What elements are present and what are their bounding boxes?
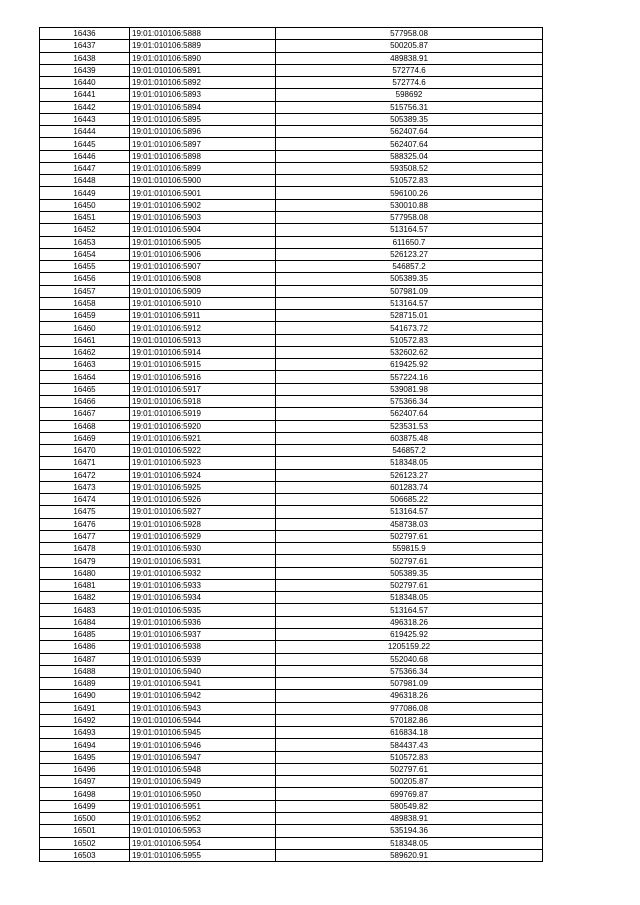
row-number-cell: 16447 <box>40 162 130 174</box>
table-row <box>40 506 543 518</box>
row-number-cell: 16461 <box>40 334 130 346</box>
row-number-cell: 16459 <box>40 310 130 322</box>
cadastral-number-cell: 19:01:010106:5944 <box>130 714 276 726</box>
table-row <box>40 64 543 76</box>
table-row <box>40 322 543 334</box>
row-number-cell: 16456 <box>40 273 130 285</box>
table-row <box>40 567 543 579</box>
value-cell: 510572.83 <box>276 751 543 763</box>
value-cell: 502797.61 <box>276 530 543 542</box>
cadastral-number-cell: 19:01:010106:5925 <box>130 481 276 493</box>
row-number-cell: 16494 <box>40 739 130 751</box>
row-number-cell: 16445 <box>40 138 130 150</box>
row-number-cell: 16473 <box>40 481 130 493</box>
value-cell: 513164.57 <box>276 224 543 236</box>
table-row <box>40 408 543 420</box>
table-row <box>40 665 543 677</box>
cadastral-number-cell: 19:01:010106:5906 <box>130 248 276 260</box>
table-row <box>40 629 543 641</box>
cadastral-number-cell: 19:01:010106:5933 <box>130 579 276 591</box>
value-cell: 589620.91 <box>276 849 543 861</box>
value-cell: 526123.27 <box>276 469 543 481</box>
value-cell: 577958.08 <box>276 211 543 223</box>
row-number-cell: 16464 <box>40 371 130 383</box>
table-row <box>40 126 543 138</box>
table-row <box>40 420 543 432</box>
value-cell: 619425.92 <box>276 629 543 641</box>
cadastral-number-cell: 19:01:010106:5889 <box>130 40 276 52</box>
value-cell: 557224.16 <box>276 371 543 383</box>
table-row <box>40 199 543 211</box>
table-row <box>40 40 543 52</box>
value-cell: 699769.87 <box>276 788 543 800</box>
value-cell: 507981.09 <box>276 678 543 690</box>
cadastral-number-cell: 19:01:010106:5900 <box>130 175 276 187</box>
table-row <box>40 346 543 358</box>
row-number-cell: 16487 <box>40 653 130 665</box>
value-cell: 502797.61 <box>276 579 543 591</box>
value-cell: 570182.86 <box>276 714 543 726</box>
cadastral-number-cell: 19:01:010106:5932 <box>130 567 276 579</box>
cadastral-number-cell: 19:01:010106:5938 <box>130 641 276 653</box>
cadastral-number-cell: 19:01:010106:5915 <box>130 359 276 371</box>
value-cell: 496318.26 <box>276 616 543 628</box>
row-number-cell: 16453 <box>40 236 130 248</box>
value-cell: 510572.83 <box>276 175 543 187</box>
cadastral-number-cell: 19:01:010106:5905 <box>130 236 276 248</box>
value-cell: 977086.08 <box>276 702 543 714</box>
value-cell: 515756.31 <box>276 101 543 113</box>
cadastral-number-cell: 19:01:010106:5894 <box>130 101 276 113</box>
table-row <box>40 800 543 812</box>
value-cell: 505389.35 <box>276 567 543 579</box>
table-row <box>40 690 543 702</box>
cadastral-number-cell: 19:01:010106:5952 <box>130 813 276 825</box>
value-cell: 528715.01 <box>276 310 543 322</box>
table-row <box>40 518 543 530</box>
cadastral-number-cell: 19:01:010106:5923 <box>130 457 276 469</box>
row-number-cell: 16458 <box>40 297 130 309</box>
row-number-cell: 16496 <box>40 763 130 775</box>
row-number-cell: 16489 <box>40 678 130 690</box>
value-cell: 458738.03 <box>276 518 543 530</box>
row-number-cell: 16492 <box>40 714 130 726</box>
row-number-cell: 16488 <box>40 665 130 677</box>
table-row <box>40 236 543 248</box>
cadastral-number-cell: 19:01:010106:5921 <box>130 432 276 444</box>
value-cell: 506685.22 <box>276 494 543 506</box>
value-cell: 562407.64 <box>276 138 543 150</box>
cadastral-number-cell: 19:01:010106:5918 <box>130 395 276 407</box>
data-table <box>39 27 543 862</box>
value-cell: 502797.61 <box>276 555 543 567</box>
table-row <box>40 579 543 591</box>
value-cell: 577958.08 <box>276 28 543 40</box>
value-cell: 502797.61 <box>276 763 543 775</box>
row-number-cell: 16502 <box>40 837 130 849</box>
value-cell: 559815.9 <box>276 543 543 555</box>
cadastral-number-cell: 19:01:010106:5904 <box>130 224 276 236</box>
table-row <box>40 77 543 89</box>
row-number-cell: 16503 <box>40 849 130 861</box>
table-row <box>40 530 543 542</box>
table-row <box>40 89 543 101</box>
cadastral-number-cell: 19:01:010106:5926 <box>130 494 276 506</box>
cadastral-number-cell: 19:01:010106:5907 <box>130 261 276 273</box>
value-cell: 513164.57 <box>276 604 543 616</box>
table-row <box>40 261 543 273</box>
cadastral-number-cell: 19:01:010106:5941 <box>130 678 276 690</box>
cadastral-number-cell: 19:01:010106:5917 <box>130 383 276 395</box>
value-cell: 1205159.22 <box>276 641 543 653</box>
table-row <box>40 543 543 555</box>
table-row <box>40 592 543 604</box>
value-cell: 572774.6 <box>276 64 543 76</box>
row-number-cell: 16470 <box>40 445 130 457</box>
table-row <box>40 248 543 260</box>
value-cell: 518348.05 <box>276 837 543 849</box>
value-cell: 588325.04 <box>276 150 543 162</box>
row-number-cell: 16483 <box>40 604 130 616</box>
value-cell: 562407.64 <box>276 126 543 138</box>
cadastral-number-cell: 19:01:010106:5951 <box>130 800 276 812</box>
row-number-cell: 16485 <box>40 629 130 641</box>
table-row <box>40 469 543 481</box>
cadastral-number-cell: 19:01:010106:5899 <box>130 162 276 174</box>
value-cell: 532602.62 <box>276 346 543 358</box>
table-row <box>40 113 543 125</box>
cadastral-number-cell: 19:01:010106:5913 <box>130 334 276 346</box>
value-cell: 505389.35 <box>276 113 543 125</box>
table-row <box>40 751 543 763</box>
table-row <box>40 641 543 653</box>
cadastral-number-cell: 19:01:010106:5953 <box>130 825 276 837</box>
cadastral-number-cell: 19:01:010106:5954 <box>130 837 276 849</box>
value-cell: 598692 <box>276 89 543 101</box>
row-number-cell: 16474 <box>40 494 130 506</box>
row-number-cell: 16442 <box>40 101 130 113</box>
row-number-cell: 16482 <box>40 592 130 604</box>
row-number-cell: 16491 <box>40 702 130 714</box>
value-cell: 541673.72 <box>276 322 543 334</box>
cadastral-number-cell: 19:01:010106:5942 <box>130 690 276 702</box>
value-cell: 575366.34 <box>276 665 543 677</box>
cadastral-number-cell: 19:01:010106:5929 <box>130 530 276 542</box>
cadastral-number-cell: 19:01:010106:5936 <box>130 616 276 628</box>
row-number-cell: 16443 <box>40 113 130 125</box>
table-row <box>40 273 543 285</box>
row-number-cell: 16471 <box>40 457 130 469</box>
cadastral-number-cell: 19:01:010106:5910 <box>130 297 276 309</box>
row-number-cell: 16477 <box>40 530 130 542</box>
row-number-cell: 16440 <box>40 77 130 89</box>
row-number-cell: 16480 <box>40 567 130 579</box>
cadastral-number-cell: 19:01:010106:5934 <box>130 592 276 604</box>
table-row <box>40 481 543 493</box>
row-number-cell: 16460 <box>40 322 130 334</box>
value-cell: 611650.7 <box>276 236 543 248</box>
table-row <box>40 702 543 714</box>
row-number-cell: 16466 <box>40 395 130 407</box>
row-number-cell: 16499 <box>40 800 130 812</box>
table-row <box>40 494 543 506</box>
row-number-cell: 16484 <box>40 616 130 628</box>
value-cell: 510572.83 <box>276 334 543 346</box>
value-cell: 518348.05 <box>276 592 543 604</box>
cadastral-number-cell: 19:01:010106:5943 <box>130 702 276 714</box>
table-row <box>40 555 543 567</box>
table-row <box>40 714 543 726</box>
table-row <box>40 445 543 457</box>
table-row <box>40 763 543 775</box>
row-number-cell: 16457 <box>40 285 130 297</box>
row-number-cell: 16444 <box>40 126 130 138</box>
row-number-cell: 16465 <box>40 383 130 395</box>
value-cell: 546857.2 <box>276 445 543 457</box>
value-cell: 496318.26 <box>276 690 543 702</box>
table-row <box>40 383 543 395</box>
table-row <box>40 825 543 837</box>
cadastral-number-cell: 19:01:010106:5931 <box>130 555 276 567</box>
cadastral-number-cell: 19:01:010106:5902 <box>130 199 276 211</box>
row-number-cell: 16439 <box>40 64 130 76</box>
cadastral-number-cell: 19:01:010106:5949 <box>130 776 276 788</box>
cadastral-number-cell: 19:01:010106:5893 <box>130 89 276 101</box>
value-cell: 575366.34 <box>276 395 543 407</box>
row-number-cell: 16475 <box>40 506 130 518</box>
row-number-cell: 16436 <box>40 28 130 40</box>
cadastral-number-cell: 19:01:010106:5909 <box>130 285 276 297</box>
value-cell: 546857.2 <box>276 261 543 273</box>
cadastral-number-cell: 19:01:010106:5903 <box>130 211 276 223</box>
row-number-cell: 16486 <box>40 641 130 653</box>
value-cell: 518348.05 <box>276 457 543 469</box>
value-cell: 552040.68 <box>276 653 543 665</box>
value-cell: 539081.98 <box>276 383 543 395</box>
value-cell: 603875.48 <box>276 432 543 444</box>
table-row <box>40 849 543 861</box>
row-number-cell: 16476 <box>40 518 130 530</box>
row-number-cell: 16498 <box>40 788 130 800</box>
cadastral-number-cell: 19:01:010106:5920 <box>130 420 276 432</box>
row-number-cell: 16467 <box>40 408 130 420</box>
row-number-cell: 16446 <box>40 150 130 162</box>
table-row <box>40 224 543 236</box>
table-row <box>40 395 543 407</box>
row-number-cell: 16449 <box>40 187 130 199</box>
table-row <box>40 138 543 150</box>
table-row <box>40 813 543 825</box>
table-row <box>40 297 543 309</box>
table-row <box>40 616 543 628</box>
row-number-cell: 16501 <box>40 825 130 837</box>
cadastral-number-cell: 19:01:010106:5930 <box>130 543 276 555</box>
cadastral-number-cell: 19:01:010106:5940 <box>130 665 276 677</box>
cadastral-number-cell: 19:01:010106:5916 <box>130 371 276 383</box>
cadastral-number-cell: 19:01:010106:5898 <box>130 150 276 162</box>
row-number-cell: 16463 <box>40 359 130 371</box>
cadastral-number-cell: 19:01:010106:5891 <box>130 64 276 76</box>
value-cell: 580549.82 <box>276 800 543 812</box>
table-row <box>40 334 543 346</box>
row-number-cell: 16462 <box>40 346 130 358</box>
table-row <box>40 211 543 223</box>
table-row <box>40 727 543 739</box>
row-number-cell: 16437 <box>40 40 130 52</box>
cadastral-number-cell: 19:01:010106:5896 <box>130 126 276 138</box>
value-cell: 500205.87 <box>276 40 543 52</box>
table-row <box>40 432 543 444</box>
row-number-cell: 16495 <box>40 751 130 763</box>
value-cell: 505389.35 <box>276 273 543 285</box>
cadastral-number-cell: 19:01:010106:5946 <box>130 739 276 751</box>
table-row <box>40 150 543 162</box>
table-row <box>40 28 543 40</box>
cadastral-number-cell: 19:01:010106:5935 <box>130 604 276 616</box>
value-cell: 507981.09 <box>276 285 543 297</box>
value-cell: 530010.88 <box>276 199 543 211</box>
row-number-cell: 16452 <box>40 224 130 236</box>
cadastral-number-cell: 19:01:010106:5895 <box>130 113 276 125</box>
value-cell: 596100.26 <box>276 187 543 199</box>
row-number-cell: 16451 <box>40 211 130 223</box>
value-cell: 616834.18 <box>276 727 543 739</box>
row-number-cell: 16497 <box>40 776 130 788</box>
row-number-cell: 16438 <box>40 52 130 64</box>
value-cell: 513164.57 <box>276 297 543 309</box>
cadastral-number-cell: 19:01:010106:5939 <box>130 653 276 665</box>
cadastral-number-cell: 19:01:010106:5912 <box>130 322 276 334</box>
cadastral-number-cell: 19:01:010106:5945 <box>130 727 276 739</box>
table-body <box>40 28 543 862</box>
value-cell: 601283.74 <box>276 481 543 493</box>
row-number-cell: 16468 <box>40 420 130 432</box>
cadastral-number-cell: 19:01:010106:5901 <box>130 187 276 199</box>
table-row <box>40 457 543 469</box>
cadastral-number-cell: 19:01:010106:5897 <box>130 138 276 150</box>
cadastral-number-cell: 19:01:010106:5908 <box>130 273 276 285</box>
row-number-cell: 16448 <box>40 175 130 187</box>
cadastral-number-cell: 19:01:010106:5919 <box>130 408 276 420</box>
cadastral-number-cell: 19:01:010106:5911 <box>130 310 276 322</box>
table-row <box>40 788 543 800</box>
table-row <box>40 776 543 788</box>
value-cell: 584437.43 <box>276 739 543 751</box>
value-cell: 500205.87 <box>276 776 543 788</box>
row-number-cell: 16490 <box>40 690 130 702</box>
table-row <box>40 837 543 849</box>
value-cell: 526123.27 <box>276 248 543 260</box>
table-row <box>40 739 543 751</box>
row-number-cell: 16454 <box>40 248 130 260</box>
table-row <box>40 310 543 322</box>
value-cell: 619425.92 <box>276 359 543 371</box>
row-number-cell: 16479 <box>40 555 130 567</box>
cadastral-number-cell: 19:01:010106:5950 <box>130 788 276 800</box>
table-row <box>40 52 543 64</box>
row-number-cell: 16500 <box>40 813 130 825</box>
row-number-cell: 16441 <box>40 89 130 101</box>
cadastral-number-cell: 19:01:010106:5914 <box>130 346 276 358</box>
table-row <box>40 604 543 616</box>
row-number-cell: 16472 <box>40 469 130 481</box>
value-cell: 489838.91 <box>276 813 543 825</box>
cadastral-number-cell: 19:01:010106:5924 <box>130 469 276 481</box>
cadastral-number-cell: 19:01:010106:5947 <box>130 751 276 763</box>
value-cell: 513164.57 <box>276 506 543 518</box>
row-number-cell: 16478 <box>40 543 130 555</box>
cadastral-number-cell: 19:01:010106:5937 <box>130 629 276 641</box>
value-cell: 562407.64 <box>276 408 543 420</box>
table-row <box>40 678 543 690</box>
table-row <box>40 359 543 371</box>
row-number-cell: 16469 <box>40 432 130 444</box>
table-row <box>40 175 543 187</box>
table-row <box>40 187 543 199</box>
value-cell: 489838.91 <box>276 52 543 64</box>
row-number-cell: 16493 <box>40 727 130 739</box>
cadastral-number-cell: 19:01:010106:5955 <box>130 849 276 861</box>
cadastral-number-cell: 19:01:010106:5888 <box>130 28 276 40</box>
row-number-cell: 16455 <box>40 261 130 273</box>
cadastral-number-cell: 19:01:010106:5948 <box>130 763 276 775</box>
row-number-cell: 16450 <box>40 199 130 211</box>
value-cell: 593508.52 <box>276 162 543 174</box>
cadastral-number-cell: 19:01:010106:5922 <box>130 445 276 457</box>
value-cell: 572774.6 <box>276 77 543 89</box>
table-row <box>40 371 543 383</box>
cadastral-number-cell: 19:01:010106:5890 <box>130 52 276 64</box>
table-row <box>40 162 543 174</box>
table-row <box>40 653 543 665</box>
value-cell: 535194.36 <box>276 825 543 837</box>
row-number-cell: 16481 <box>40 579 130 591</box>
table-row <box>40 101 543 113</box>
cadastral-number-cell: 19:01:010106:5892 <box>130 77 276 89</box>
value-cell: 523531.53 <box>276 420 543 432</box>
cadastral-number-cell: 19:01:010106:5927 <box>130 506 276 518</box>
cadastral-number-cell: 19:01:010106:5928 <box>130 518 276 530</box>
table-row <box>40 285 543 297</box>
